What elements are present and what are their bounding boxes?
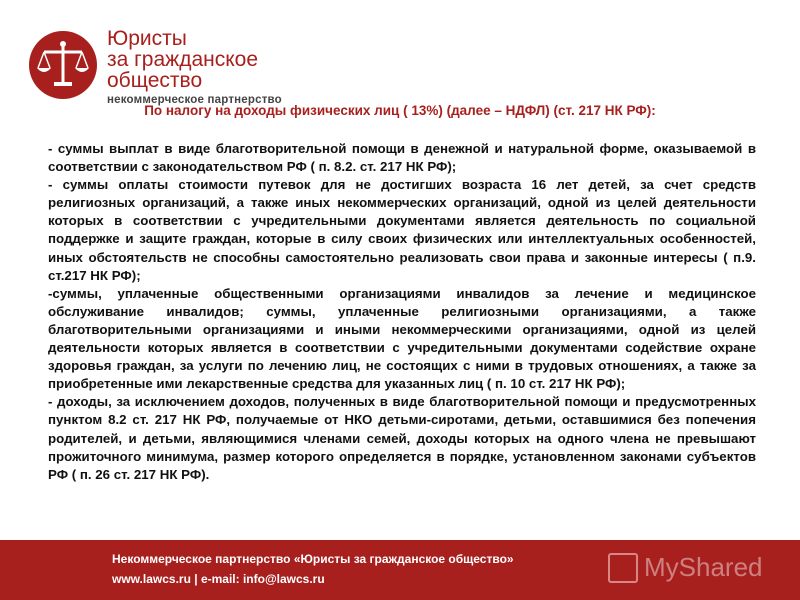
logo-subtitle: некоммерческое партнерство: [107, 94, 282, 106]
watermark: [608, 552, 763, 583]
paragraph: - доходы, за исключением доходов, полученных в виде благотворительной помощи и предусмотренных пунктом 8.2 ст. 217 НК РФ, получаемые от НКО детьми-сиротами, детьми, оставшимися без попечения родителей, и детьми, являющимися членами семей, доходы которых на одного члена не превышают прожиточного минимума, размер которого определяется в порядке, установленном законами субъектов РФ ( п. 26 ст. 217 НК РФ).: [48, 394, 756, 482]
slide-heading: По налогу на доходы физических лиц ( 13%) (далее – НДФЛ) (ст. 217 НК РФ):: [144, 103, 656, 118]
paragraph: - суммы оплаты стоимости путевок для не достигших возраста 16 лет детей, за счет средств религиозных организаций, а также иных некоммерческих организаций, одной из целей деятельности которых в соответствии с учредительными документами является деятельность по социальной поддержке и защите граждан, которые в силу своих физических или интеллектуальных особенностей, иных обстоятельств не способны самостоятельно реализовать свои права и законные интересы ( п.9. ст.217 НК РФ);: [48, 177, 756, 283]
logo-line-3: общество: [107, 69, 203, 92]
logo-line-1: Юристы: [107, 27, 187, 50]
logo-wordmark: [107, 28, 282, 106]
footer-bar: [0, 540, 800, 600]
paragraph: - суммы выплат в виде благотворительной помощи в денежной и натуральной форме, оказываемой в соответствии с законодательством РФ ( п. 8.2. ст. 217 НК РФ);: [48, 141, 756, 175]
logo-line-2: за гражданское: [107, 48, 259, 71]
watermark-text: MyShared: [644, 552, 763, 582]
footer-organization: Некоммерческое партнерство «Юристы за гражданское общество»: [112, 552, 514, 566]
watermark-icon: [608, 553, 638, 583]
slide-body: [48, 140, 756, 484]
footer-contacts: www.lawcs.ru | e-mail: info@lawcs.ru: [112, 572, 325, 586]
scales-logo-icon: [28, 30, 98, 100]
paragraph: -суммы, уплаченные общественными организациями инвалидов за лечение и медицинское обслуживание инвалидов; суммы, уплаченные религиозными организациями, а также благотворительными организациями и иными некоммерческими организациями, одной из целей деятельности которых является в соответствии с учредительными документами содействие охране здоровья граждан, за услуги по лечению лиц, не состоящих с ними в трудовых отношениях, а также за приобретенные ими лекарственные средства для указанных лиц ( п. 10 ст. 217 НК РФ);: [48, 285, 756, 392]
